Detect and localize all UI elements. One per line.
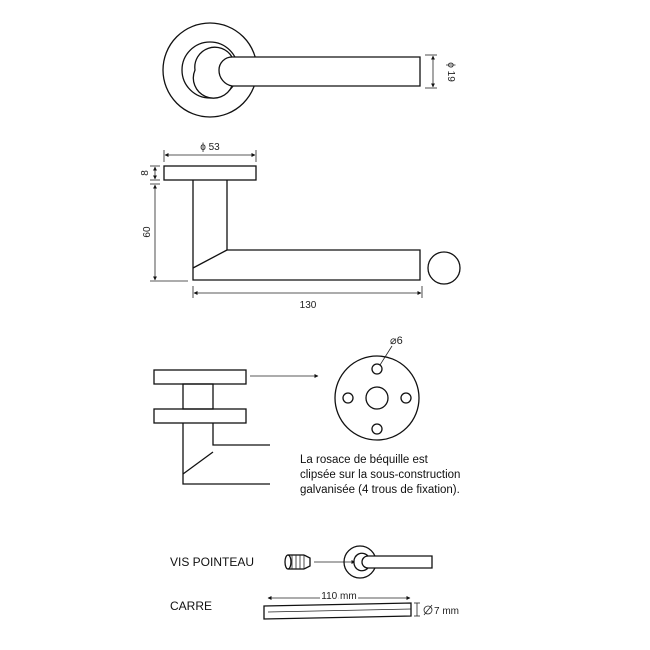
side-view [140,142,460,311]
lever-end-section [428,252,460,284]
spindle-section [170,591,459,619]
set-screw-icon [285,555,310,569]
fixing-hole-left [343,393,353,403]
dim-label-spindle-square: 7 mm [434,606,459,617]
rose-note-line-3: galvanisée (4 trous de fixation). [300,484,460,496]
lever-side-outline [193,180,420,280]
set-screw-label: VIS POINTEAU [170,555,255,569]
lever-top-outline [193,47,420,98]
rose-spacer-collar [183,384,213,409]
dim-label-length-130: 130 [299,300,317,311]
rose-center-hole [366,387,388,409]
dim-label-diameter-19: ϕ 19 [445,62,456,82]
rose-assembly [154,335,460,496]
fixing-hole-bottom [372,424,382,434]
rose-sub-plate [154,409,246,423]
lever-partial-outline [183,423,270,484]
rose-cover-plate [154,370,246,384]
spindle-label: CARRE [170,599,213,613]
rose-note-line-1: La rosace de béquille est [300,454,428,466]
dim-label-rose-thickness: 8 [140,170,151,176]
rose-note-line-2: clipsée sur la sous-construction [300,469,461,481]
fixing-hole-right [401,393,411,403]
leader-hole-diameter [380,346,392,365]
fixing-hole-top [372,364,382,374]
spindle-bar [264,603,411,619]
lever-side-bend-line [193,250,227,268]
dim-label-hole-diameter: ⌀6 [390,335,403,347]
dim-label-rose-diameter: ϕ 53 [200,142,220,153]
rose-face-circle [335,356,419,440]
dim-label-spindle-length: 110 mm [321,591,357,602]
top-view [163,23,456,117]
dim-label-height-60: 60 [142,226,153,238]
rose-side-plate [164,166,256,180]
set-screw-section [170,546,432,578]
